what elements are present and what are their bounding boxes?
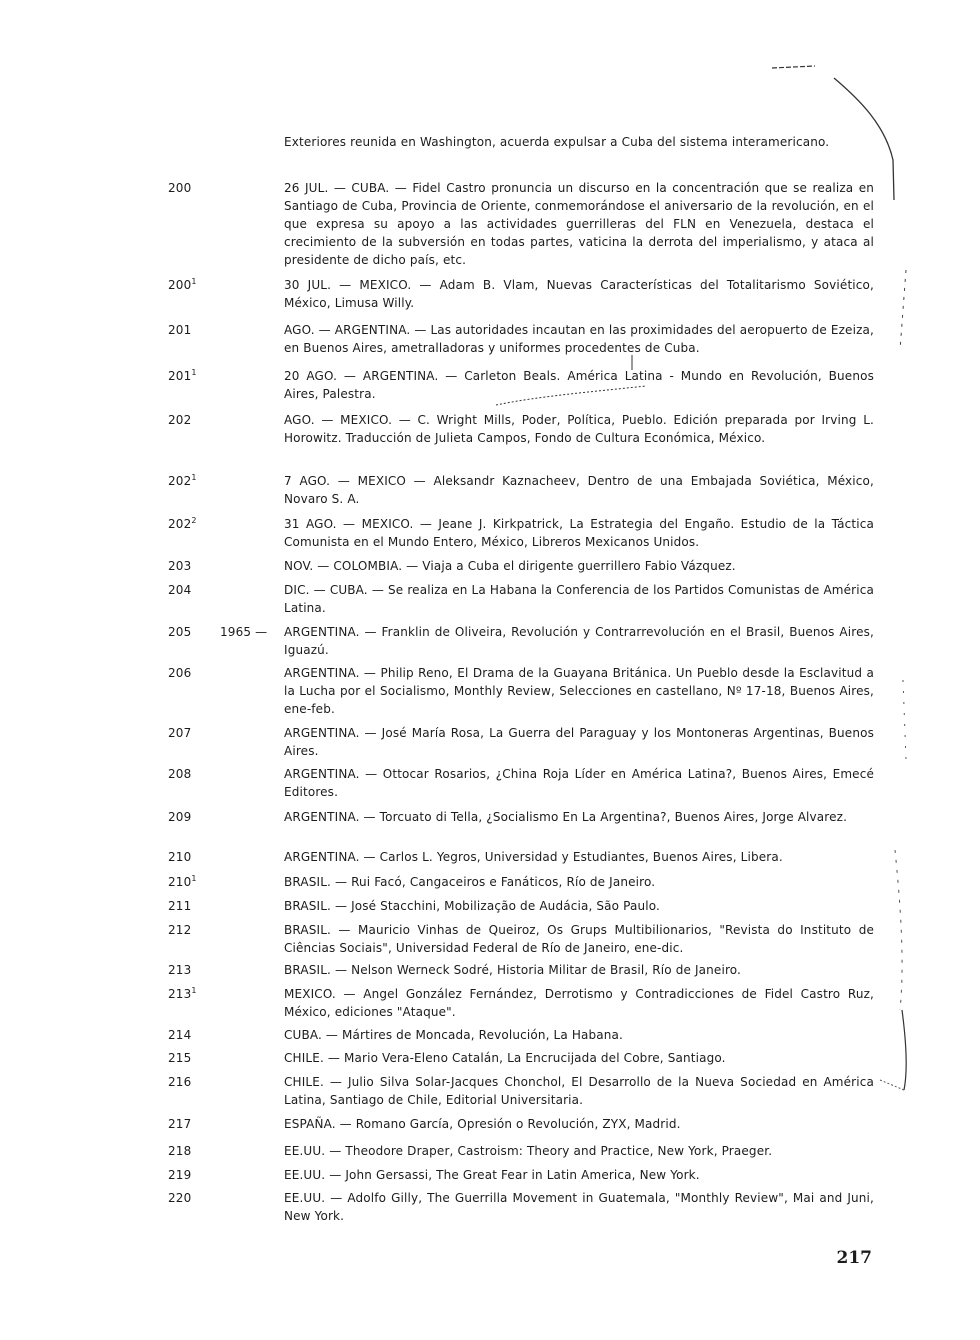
entry-text: 7 AGO. — MEXICO — Aleksandr Kaznacheev, Dentro de una Embajada Soviética, México, Novaro S. A. xyxy=(284,474,874,506)
entry-text: NOV. — COLOMBIA. — Viaja a Cuba el dirigente guerrillero Fabio Vázquez. xyxy=(284,559,736,573)
entry-text: 31 AGO. — MEXICO. — Jeane J. Kirkpatrick, La Estrategia del Engaño. Estudio de la Táctica Comunista en el Mundo Entero, México, Libreros Mexicanos Unidos. xyxy=(284,517,874,549)
entry-text: DIC. — CUBA. — Se realiza en La Habana la Conferencia de los Partidos Comunistas de América Latina. xyxy=(284,583,874,615)
entry-number: 220 xyxy=(168,1191,192,1205)
entry-text: 20 AGO. — ARGENTINA. — Carleton Beals. América Latina - Mundo en Revolución, Buenos Aires, Palestra. xyxy=(284,369,874,401)
entry-number: 203 xyxy=(168,559,192,573)
entry-text: AGO. — MEXICO. — C. Wright Mills, Poder, Política, Pueblo. Edición preparada por Irving L. Horowitz. Traducción de Julieta Campos, Fondo de Cultura Económica, México. xyxy=(284,413,874,445)
entry-text: CHILE. — Mario Vera-Eleno Catalán, La Encrucijada del Cobre, Santiago. xyxy=(284,1051,726,1065)
entry-text: ARGENTINA. — Ottocar Rosarios, ¿China Roja Líder en América Latina?, Buenos Aires, Emecé Editores. xyxy=(284,767,874,799)
entry-number: 205 xyxy=(168,625,192,639)
entry-number: $200^1$ xyxy=(168,277,197,292)
entry-number: $210^1$ xyxy=(168,874,197,889)
entry-year: 1965 — xyxy=(220,625,268,639)
entry-number: 201 xyxy=(168,323,192,337)
entry-number: 215 xyxy=(168,1051,192,1065)
entry-number: $201^1$ xyxy=(168,368,197,383)
entry-text: EE.UU. — Adolfo Gilly, The Guerrilla Movement in Guatemala, "Monthly Review", Mai and Juni, New York. xyxy=(284,1191,874,1223)
entry-number: 202 xyxy=(168,413,192,427)
entry-text: 26 JUL. — CUBA. — Fidel Castro pronuncia un discurso en la concentración que se realiza en Santiago de Cuba, Provincia de Oriente, conmemorándose el aniversario de la revolución, en el que expresa su apoyo a las actividades guerrilleras del FLN en Venezuela, destaca el crecimiento de la subversión en todas partes, vaticina la derrota del imperialismo, y ataca al presidente de dicho país, etc. xyxy=(284,181,874,267)
entry-number: 219 xyxy=(168,1168,192,1182)
entry-number: 200 xyxy=(168,181,192,195)
entry-number: 208 xyxy=(168,767,192,781)
entry-text: ESPAÑA. — Romano García, Opresión o Revolución, ZYX, Madrid. xyxy=(284,1117,681,1131)
entry-number: 207 xyxy=(168,726,192,740)
entry-text: EE.UU. — John Gersassi, The Great Fear in Latin America, New York. xyxy=(284,1168,700,1182)
entry-text: Exteriores reunida en Washington, acuerda expulsar a Cuba del sistema interamericano. xyxy=(284,135,830,149)
entry-text: AGO. — ARGENTINA. — Las autoridades incautan en las proximidades del aeropuerto de Ezeiza, en Buenos Aires, ametralladoras y uniformes procedentes de Cuba. xyxy=(284,323,874,355)
entry-text: ARGENTINA. — Philip Reno, El Drama de la Guayana Británica. Un Pueblo desde la Esclavitud a la Lucha por el Socialismo, Monthly Review, Selecciones en castellano, Nº 17-18, Buenos Aires, ene-feb. xyxy=(284,666,874,716)
entry-text: BRASIL. — José Stacchini, Mobilização de Audácia, São Paulo. xyxy=(284,899,660,913)
entry-number: 217 xyxy=(168,1117,192,1131)
entry-number: 211 xyxy=(168,899,192,913)
page-number: 217 xyxy=(836,1248,872,1268)
entry-number: 213 xyxy=(168,963,192,977)
entry-text: CHILE. — Julio Silva Solar-Jacques Chonchol, El Desarrollo de la Nueva Sociedad en América Latina, Santiago de Chile, Editorial Universitaria. xyxy=(284,1075,874,1107)
entry-text: ARGENTINA. — Franklin de Oliveira, Revolución y Contrarrevolución en el Brasil, Buenos Aires, Iguazú. xyxy=(284,625,874,657)
entry-number: 210 xyxy=(168,850,192,864)
entry-text: MEXICO. — Angel González Fernández, Derrotismo y Contradicciones de Fidel Castro Ruz, México, ediciones "Ataque". xyxy=(284,987,874,1019)
entry-text: BRASIL. — Nelson Werneck Sodré, Historia Militar de Brasil, Río de Janeiro. xyxy=(284,963,742,977)
entry-number: 214 xyxy=(168,1028,192,1042)
entry-number: 209 xyxy=(168,810,192,824)
entry-number: $213^1$ xyxy=(168,986,197,1001)
entry-text: BRASIL. — Mauricio Vinhas de Queiroz, Os Grups Multibilionarios, "Revista do Instituto de Ciências Sociais", Universidad Federal de Río de Janeiro, ene-dic. xyxy=(284,923,874,955)
entry-number: 204 xyxy=(168,583,192,597)
entry-number: 218 xyxy=(168,1144,192,1158)
entry-text: ARGENTINA. — José María Rosa, La Guerra del Paraguay y los Montoneras Argentinas, Buenos Aires. xyxy=(284,726,874,758)
entry-number: 206 xyxy=(168,666,192,680)
entry-text: EE.UU. — Theodore Draper, Castroism: Theory and Practice, New York, Praeger. xyxy=(284,1144,773,1158)
entry-text: CUBA. — Mártires de Moncada, Revolución, La Habana. xyxy=(284,1028,623,1042)
entry-number: $202^2$ xyxy=(168,516,197,531)
entry-number: 216 xyxy=(168,1075,192,1089)
entry-number: 212 xyxy=(168,923,192,937)
entry-text: 30 JUL. — MEXICO. — Adam B. Vlam, Nuevas Características del Totalitarismo Soviético, México, Limusa Willy. xyxy=(284,278,874,310)
entry-text: ARGENTINA. — Torcuato di Tella, ¿Socialismo En La Argentina?, Buenos Aires, Jorge Alvarez. xyxy=(284,810,848,824)
entry-number: $202^1$ xyxy=(168,473,197,488)
entry-text: ARGENTINA. — Carlos L. Yegros, Universidad y Estudiantes, Buenos Aires, Libera. xyxy=(284,850,783,864)
entry-text: BRASIL. — Rui Facó, Cangaceiros e Fanáticos, Río de Janeiro. xyxy=(284,875,656,889)
